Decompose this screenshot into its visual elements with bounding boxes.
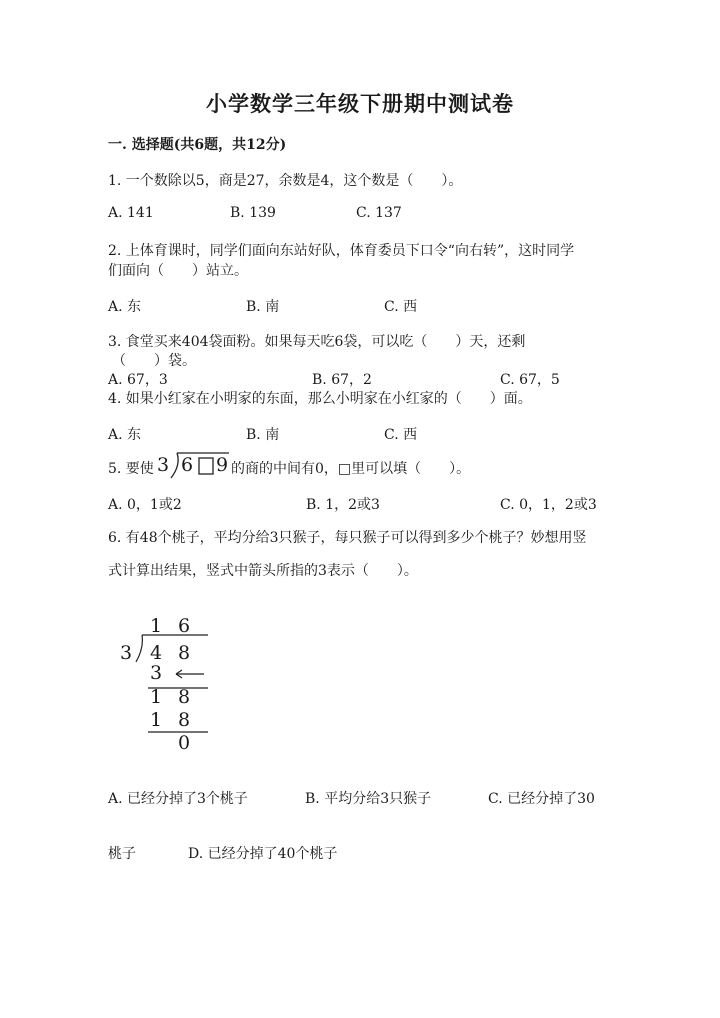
q2-option-a[interactable]: A. 东 [108,299,142,315]
q4-option-c[interactable]: C. 西 [384,427,418,443]
q6-option-d[interactable]: D. 已经分掉了40个桃子 [188,846,338,862]
question-2-text-line2: 们面向（ ）站立。 [108,263,248,279]
q5-option-a[interactable]: A. 0，1或2 [108,497,182,513]
page-title: 小学数学三年级下册期中测试卷 [206,91,514,116]
q3-option-c[interactable]: C. 67，5 [500,372,560,388]
long-division-figure [112,610,222,755]
q2-option-b[interactable]: B. 南 [246,299,280,315]
q1-option-c[interactable]: C. 137 [356,205,402,221]
final-remainder: 0 [178,732,191,754]
q3-option-b[interactable]: B. 67，2 [312,372,372,388]
q6-option-a[interactable]: A. 已经分掉了3个桃子 [108,791,248,807]
division-divisor: 3 [157,454,170,476]
q6-option-b[interactable]: B. 平均分给3只猴子 [305,791,432,807]
quotient-digit-2: 6 [178,615,191,637]
question-1-text: 1. 一个数除以5，商是27，余数是4，这个数是（ ）。 [108,173,463,189]
question-3-text-line1: 3. 食堂买来404袋面粉。如果每天吃6袋，可以吃（ ）天，还剩 [108,334,526,350]
question-4-text: 4. 如果小红家在小明家的东面，那么小明家在小红家的（ ）面。 [108,391,532,407]
divisor-digit: 3 [120,642,133,664]
q2-option-c[interactable]: C. 西 [384,299,418,315]
quotient-digit-1: 1 [150,615,163,637]
division-dividend-last: 9 [216,454,229,476]
division-bracket [136,635,142,662]
step2-digit-1: 1 [150,709,163,731]
q1-option-b[interactable]: B. 139 [230,205,276,221]
question-6-text-line1: 6. 有48个桃子，平均分给3只猴子，每只猴子可以得到多少个桃子？妙想用竖 [108,530,587,546]
q6-option-c[interactable]: C. 已经分掉了30 [488,791,595,807]
remainder-digit-1: 1 [150,686,163,708]
q6-option-c-continued: 桃子 [108,846,136,862]
question-5-suffix: 的商的中间有0，□里可以填（ ）。 [231,461,471,477]
question-3-text-line2: （ ）袋。 [112,353,196,369]
q4-option-b[interactable]: B. 南 [246,427,280,443]
q4-option-a[interactable]: A. 东 [108,427,142,443]
question-6-text-line2: 式计算出结果，竖式中箭头所指的3表示（ ）。 [108,563,418,579]
dividend-digit-2: 8 [178,642,191,664]
remainder-digit-2: 8 [178,686,191,708]
q1-option-a[interactable]: A. 141 [108,205,154,221]
q5-option-c[interactable]: C. 0，1，2或3 [500,497,597,513]
q3-option-a[interactable]: A. 67，3 [108,372,168,388]
step2-digit-2: 8 [178,709,191,731]
section-header: 一. 选择题(共6题，共12分) [108,137,287,153]
question-2-text-line1: 2. 上体育课时，同学们面向东站好队，体育委员下口令“向右转”，这时同学 [108,243,575,259]
q5-option-b[interactable]: B. 1，2或3 [306,497,380,513]
dividend-digit-1: 4 [150,642,163,664]
step1-digit: 3 [150,662,163,684]
division-dividend-first: 6 [181,454,194,476]
question-5-prefix: 5. 要使 [108,461,154,477]
blank-box [199,458,213,474]
division-figure [155,450,231,480]
